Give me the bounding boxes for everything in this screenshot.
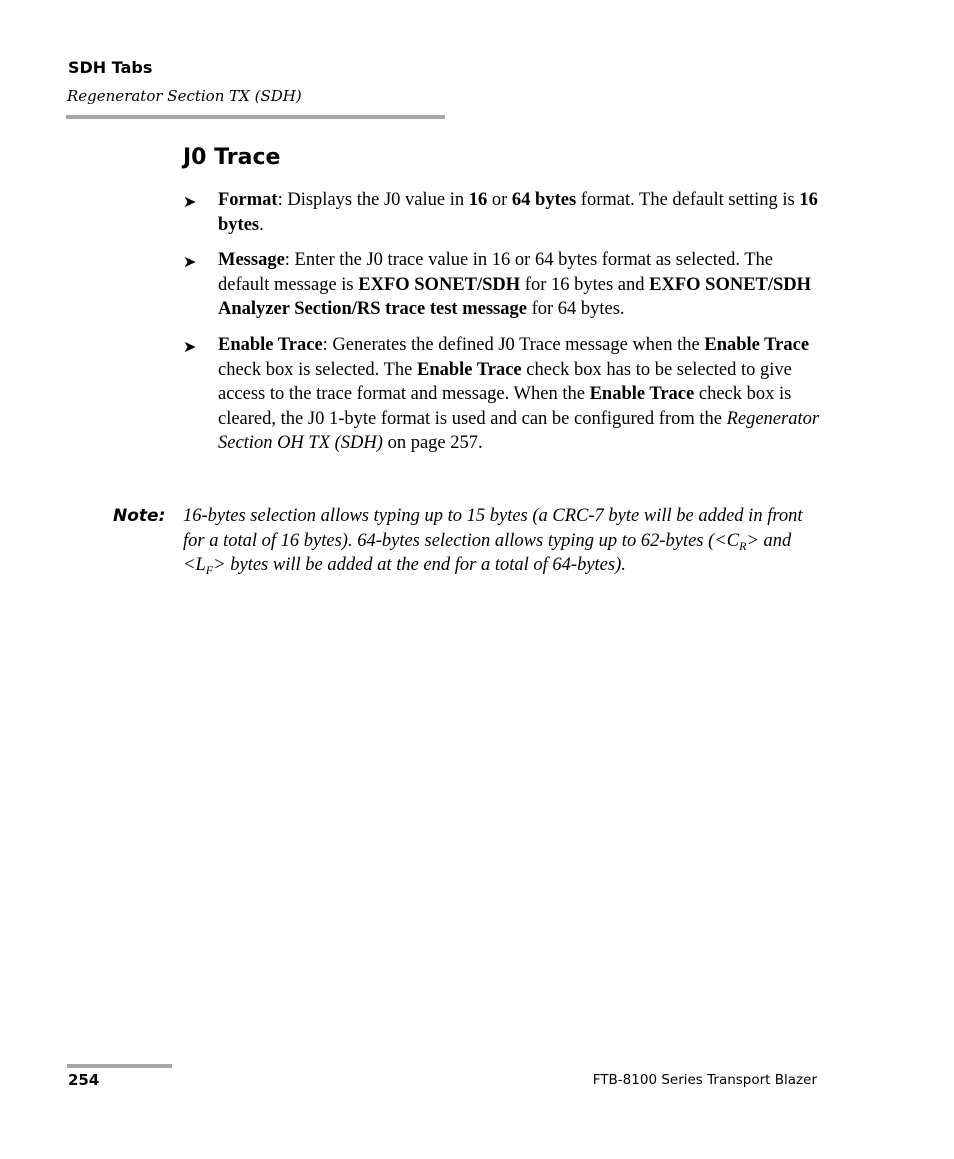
bold-term: Enable Trace: [704, 334, 810, 355]
running-header-subtitle: Regenerator Section TX (SDH): [67, 87, 302, 105]
text-run: for 64 bytes.: [526, 299, 625, 320]
text-run: : Enter the J0 trace value in 16 or 64 bytes format as selected. The default message is: [218, 250, 773, 295]
bold-term: EXFO SONET/SDH: [358, 274, 521, 295]
note-text: [183, 504, 823, 578]
bullet-item-enable-trace: [183, 333, 823, 456]
arrow-bullet-icon: ➤: [183, 336, 197, 356]
note-label: Note:: [113, 506, 166, 526]
bullet-item-message: [183, 248, 823, 322]
text-run: .: [259, 214, 264, 235]
text-run: > and <L: [183, 530, 792, 576]
text-run: 16-bytes selection allows typing up to 15 bytes (a CRC-7 byte will be added in front for a total of 16 bytes). 64-bytes selection allows typing up to 62-bytes (<C: [183, 506, 803, 551]
text-run: : Generates the defined J0 Trace message when the: [322, 334, 705, 355]
arrow-bullet-icon: ➤: [183, 192, 197, 211]
bold-term: Enable Trace: [218, 334, 323, 355]
cross-reference: Regenerator Section OH TX (SDH): [218, 408, 820, 454]
bold-term: Message: [218, 250, 285, 271]
text-run: for 16 bytes and: [520, 274, 650, 295]
footer-divider: [67, 1064, 172, 1068]
product-name: FTB-8100 Series Transport Blazer: [592, 1072, 817, 1088]
bullet-text: [218, 250, 811, 319]
bold-term: EXFO SONET/SDH Analyzer Section/RS trace test message: [218, 274, 812, 320]
bullet-text: [218, 335, 819, 453]
text-run: check box has to be selected to give access to the trace format and message. When the: [218, 359, 792, 405]
text-run: format. The default setting is: [576, 190, 800, 210]
bold-term: Enable Trace: [416, 359, 522, 380]
text-run: on page 257.: [382, 433, 483, 454]
bullet-list: [183, 188, 823, 467]
bold-term: Enable Trace: [589, 384, 695, 405]
bold-term: Format: [218, 190, 278, 210]
bold-term: 64 bytes: [511, 190, 577, 210]
subscript: F: [205, 563, 214, 578]
text-run: or: [487, 190, 512, 210]
running-header-title: SDH Tabs: [68, 58, 153, 77]
section-heading: J0 Trace: [183, 145, 281, 170]
text-run: check box is cleared, the J0 1-byte format is used and can be configured from the: [218, 384, 792, 429]
page-number: 254: [68, 1071, 100, 1089]
arrow-bullet-icon: ➤: [183, 252, 197, 272]
text-run: check box is selected. The: [218, 359, 417, 380]
text-run: > bytes will be added at the end for a total of 64-bytes).: [213, 555, 626, 576]
bullet-text: [218, 190, 818, 235]
text-run: : Displays the J0 value in: [277, 190, 469, 210]
subscript: R: [739, 538, 747, 553]
header-divider: [66, 115, 445, 119]
bullet-item-format: [183, 188, 823, 237]
note-block: [113, 504, 823, 578]
bold-term: 16 bytes: [218, 190, 818, 235]
bold-term: 16: [468, 190, 488, 210]
